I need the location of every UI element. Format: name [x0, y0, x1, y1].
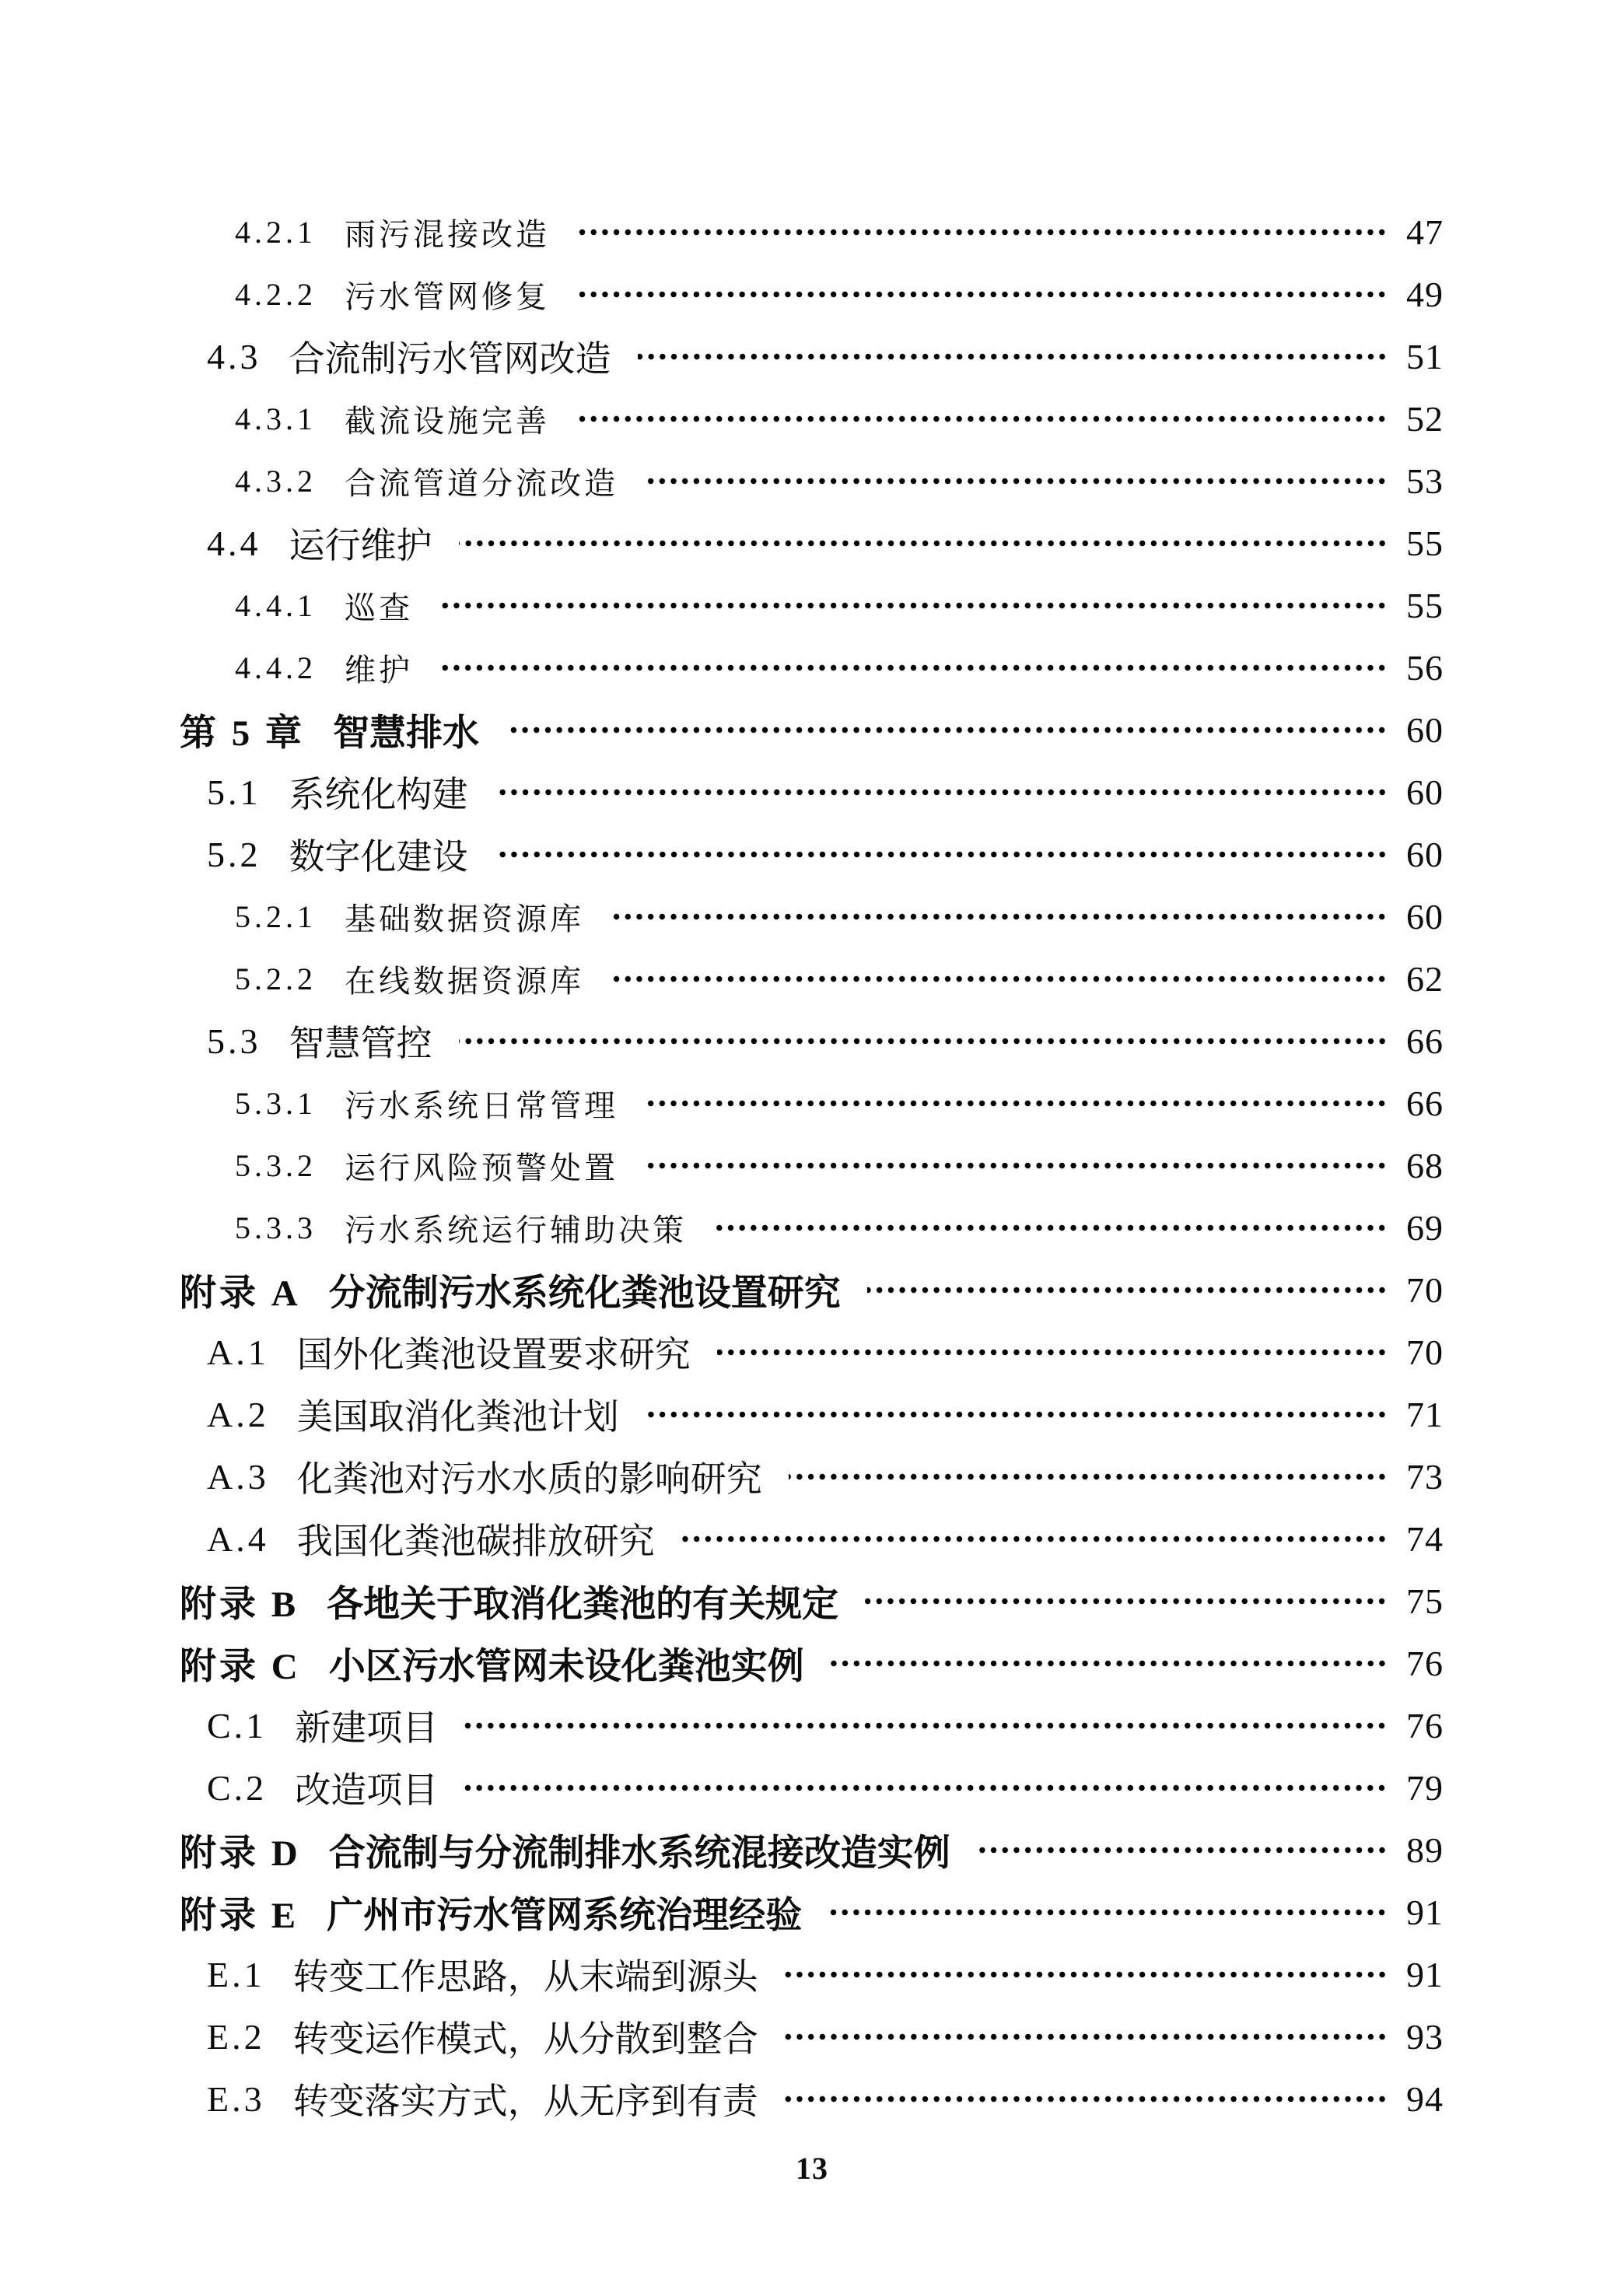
entry-number: 第 5 章 — [180, 713, 305, 754]
entry-number: 附录 A — [180, 1273, 301, 1314]
entry-number: C.1 — [207, 1705, 268, 1746]
entry-number: 4.2.2 — [235, 276, 317, 312]
entry-page-number: 66 — [1406, 1083, 1444, 1123]
entry-title: 巡查 — [345, 590, 413, 625]
entry-number: 4.4 — [207, 523, 261, 563]
toc-entry — [0, 1072, 1444, 1134]
toc-entry — [0, 574, 1444, 636]
dot-leader — [459, 1010, 1388, 1072]
entry-page-number: 74 — [1406, 1518, 1444, 1559]
entry-title: 在线数据资源库 — [345, 963, 584, 999]
toc-entry — [0, 2005, 1444, 2068]
dot-leader — [439, 574, 1388, 636]
entry-page-number: 75 — [1406, 1581, 1444, 1621]
entry-number: 附录 D — [180, 1833, 301, 1874]
toc-entry — [0, 1259, 1444, 1321]
entry-page-number: 70 — [1406, 1332, 1444, 1372]
entry-title: 污水管网修复 — [345, 278, 550, 314]
dot-leader — [638, 325, 1388, 387]
toc-entry — [0, 2068, 1444, 2130]
entry-page-number: 94 — [1406, 2078, 1444, 2119]
entry-title: 新建项目 — [295, 1708, 439, 1748]
entry-number: 5.3.1 — [235, 1085, 317, 1121]
dot-leader — [785, 1943, 1388, 2005]
dot-leader — [713, 1196, 1388, 1259]
entry-title: 智慧排水 — [333, 713, 479, 754]
entry-page-number: 76 — [1406, 1643, 1444, 1683]
entry-number: A.2 — [207, 1394, 269, 1434]
entry-title: 污水系统运行辅助决策 — [345, 1212, 687, 1248]
entry-number: E.2 — [207, 2016, 265, 2057]
entry-title: 美国取消化粪池计划 — [296, 1397, 619, 1437]
toc-entry — [0, 201, 1444, 263]
entry-page-number: 69 — [1406, 1207, 1444, 1248]
entry-page-number: 55 — [1406, 585, 1444, 625]
entry-title: 合流管道分流改造 — [345, 465, 618, 501]
entry-page-number: 51 — [1406, 336, 1444, 376]
dot-leader — [459, 512, 1388, 574]
toc-entry — [0, 1010, 1444, 1072]
dot-leader — [464, 1694, 1388, 1756]
toc-entry — [0, 1819, 1444, 1881]
toc-entry — [0, 885, 1444, 947]
entry-number: A.4 — [207, 1518, 269, 1559]
entry-title: 基础数据资源库 — [345, 901, 584, 937]
dot-leader — [831, 1632, 1388, 1694]
toc-entry — [0, 1632, 1444, 1694]
entry-number: 4.3.2 — [235, 463, 317, 499]
entry-page-number: 55 — [1406, 523, 1444, 563]
toc-entry — [0, 512, 1444, 574]
dot-leader — [865, 1570, 1388, 1632]
entry-number: E.1 — [207, 1954, 265, 1994]
entry-title: 转变落实方式，从无序到有责 — [292, 2082, 758, 2121]
toc-entry — [0, 823, 1444, 885]
entry-title: 合流制污水管网改造 — [289, 339, 611, 379]
toc-entry — [0, 263, 1444, 325]
toc-entry — [0, 1321, 1444, 1383]
entry-page-number: 60 — [1406, 709, 1444, 750]
entry-page-number: 91 — [1406, 1892, 1444, 1932]
dot-leader — [977, 1819, 1388, 1881]
entry-number: 附录 E — [180, 1895, 299, 1936]
entry-page-number: 62 — [1406, 958, 1444, 999]
entry-number: 5.1 — [207, 772, 261, 812]
entry-title: 数字化建设 — [289, 837, 468, 877]
entry-number: A.3 — [207, 1456, 269, 1497]
dot-leader — [645, 450, 1388, 512]
entry-title: 分流制污水系统化粪池设置研究 — [328, 1273, 841, 1314]
dot-leader — [789, 1445, 1388, 1507]
entry-page-number: 56 — [1406, 647, 1444, 688]
entry-title: 运行维护 — [289, 526, 432, 565]
entry-title: 化粪池对污水水质的影响研究 — [296, 1459, 762, 1499]
entry-number: 4.3.1 — [235, 401, 317, 436]
dot-leader — [681, 1507, 1388, 1570]
entry-page-number: 76 — [1406, 1705, 1444, 1746]
toc-entry — [0, 1445, 1444, 1507]
entry-title: 合流制与分流制排水系统混接改造实例 — [328, 1833, 950, 1874]
entry-page-number: 89 — [1406, 1830, 1444, 1870]
dot-leader — [464, 1756, 1388, 1819]
dot-leader — [576, 201, 1388, 263]
entry-number: 4.2.1 — [235, 214, 317, 250]
dot-leader — [611, 885, 1388, 947]
entry-title: 我国化粪池碳排放研究 — [296, 1521, 655, 1561]
toc-entry — [0, 947, 1444, 1010]
toc-entry — [0, 387, 1444, 450]
entry-page-number: 60 — [1406, 772, 1444, 812]
toc-entry — [0, 1694, 1444, 1756]
toc-entry — [0, 1507, 1444, 1570]
entry-title: 小区污水管网未设化粪池实例 — [328, 1646, 804, 1687]
toc-entry — [0, 325, 1444, 387]
dot-leader — [785, 2068, 1388, 2130]
entry-page-number: 66 — [1406, 1021, 1444, 1061]
dot-leader — [645, 1134, 1388, 1196]
entry-page-number: 49 — [1406, 274, 1444, 314]
entry-title: 截流设施完善 — [345, 403, 550, 439]
entry-number: 4.4.1 — [235, 587, 317, 623]
page-number: 13 — [796, 2151, 828, 2186]
entry-page-number: 60 — [1406, 896, 1444, 937]
toc-entry — [0, 450, 1444, 512]
toc-entry — [0, 761, 1444, 823]
dot-leader — [495, 761, 1388, 823]
entry-number: 附录 B — [180, 1584, 299, 1625]
dot-leader — [495, 823, 1388, 885]
entry-title: 污水系统日常管理 — [345, 1087, 618, 1123]
entry-number: C.2 — [207, 1767, 268, 1808]
toc-entry — [0, 1943, 1444, 2005]
page-footer — [0, 2150, 1624, 2187]
entry-title: 运行风险预警处置 — [345, 1150, 618, 1185]
entry-number: E.3 — [207, 2078, 265, 2119]
toc-entry — [0, 1570, 1444, 1632]
toc-entry — [0, 636, 1444, 699]
entry-page-number: 47 — [1406, 212, 1444, 252]
entry-page-number: 73 — [1406, 1456, 1444, 1497]
entry-title: 转变工作思路，从末端到源头 — [292, 1957, 758, 1997]
entry-page-number: 68 — [1406, 1145, 1444, 1185]
dot-leader — [867, 1259, 1388, 1321]
entry-page-number: 91 — [1406, 1954, 1444, 1994]
entry-title: 雨污混接改造 — [345, 216, 550, 252]
entry-number: 5.2.2 — [235, 961, 317, 996]
entry-number: 5.3 — [207, 1021, 261, 1061]
dot-leader — [506, 699, 1388, 761]
entry-page-number: 53 — [1406, 460, 1444, 501]
toc-entry — [0, 1134, 1444, 1196]
dot-leader — [828, 1881, 1388, 1943]
entry-title: 转变运作模式，从分散到整合 — [292, 2019, 758, 2059]
toc-entry — [0, 1881, 1444, 1943]
entry-title: 国外化粪池设置要求研究 — [296, 1335, 691, 1374]
toc-entry — [0, 699, 1444, 761]
entry-page-number: 71 — [1406, 1394, 1444, 1434]
entry-number: 5.2.1 — [235, 898, 317, 934]
dot-leader — [785, 2005, 1388, 2068]
toc-entry — [0, 1756, 1444, 1819]
entry-page-number: 93 — [1406, 2016, 1444, 2057]
entry-page-number: 52 — [1406, 398, 1444, 439]
dot-leader — [576, 387, 1388, 450]
entry-number: 5.2 — [207, 834, 261, 874]
entry-page-number: 79 — [1406, 1767, 1444, 1808]
toc-entry — [0, 1383, 1444, 1445]
dot-leader — [439, 636, 1388, 699]
entry-number: A.1 — [207, 1332, 269, 1372]
entry-title: 维护 — [345, 652, 413, 688]
dot-leader — [645, 1072, 1388, 1134]
entry-number: 5.3.3 — [235, 1210, 317, 1245]
entry-number: 附录 C — [180, 1646, 301, 1687]
dot-leader — [576, 263, 1388, 325]
entry-title: 系统化构建 — [289, 775, 468, 814]
entry-title: 智慧管控 — [289, 1024, 432, 1063]
entry-page-number: 70 — [1406, 1269, 1444, 1310]
entry-number: 4.4.2 — [235, 650, 317, 685]
entry-number: 5.3.2 — [235, 1147, 317, 1183]
entry-title: 各地关于取消化粪池的有关规定 — [327, 1584, 839, 1625]
dot-leader — [717, 1321, 1388, 1383]
toc-entry — [0, 1196, 1444, 1259]
dot-leader — [646, 1383, 1388, 1445]
entry-number: 4.3 — [207, 336, 261, 376]
dot-leader — [611, 947, 1388, 1010]
entry-title: 改造项目 — [295, 1770, 439, 1810]
entry-title: 广州市污水管网系统治理经验 — [327, 1895, 803, 1936]
entry-page-number: 60 — [1406, 834, 1444, 874]
